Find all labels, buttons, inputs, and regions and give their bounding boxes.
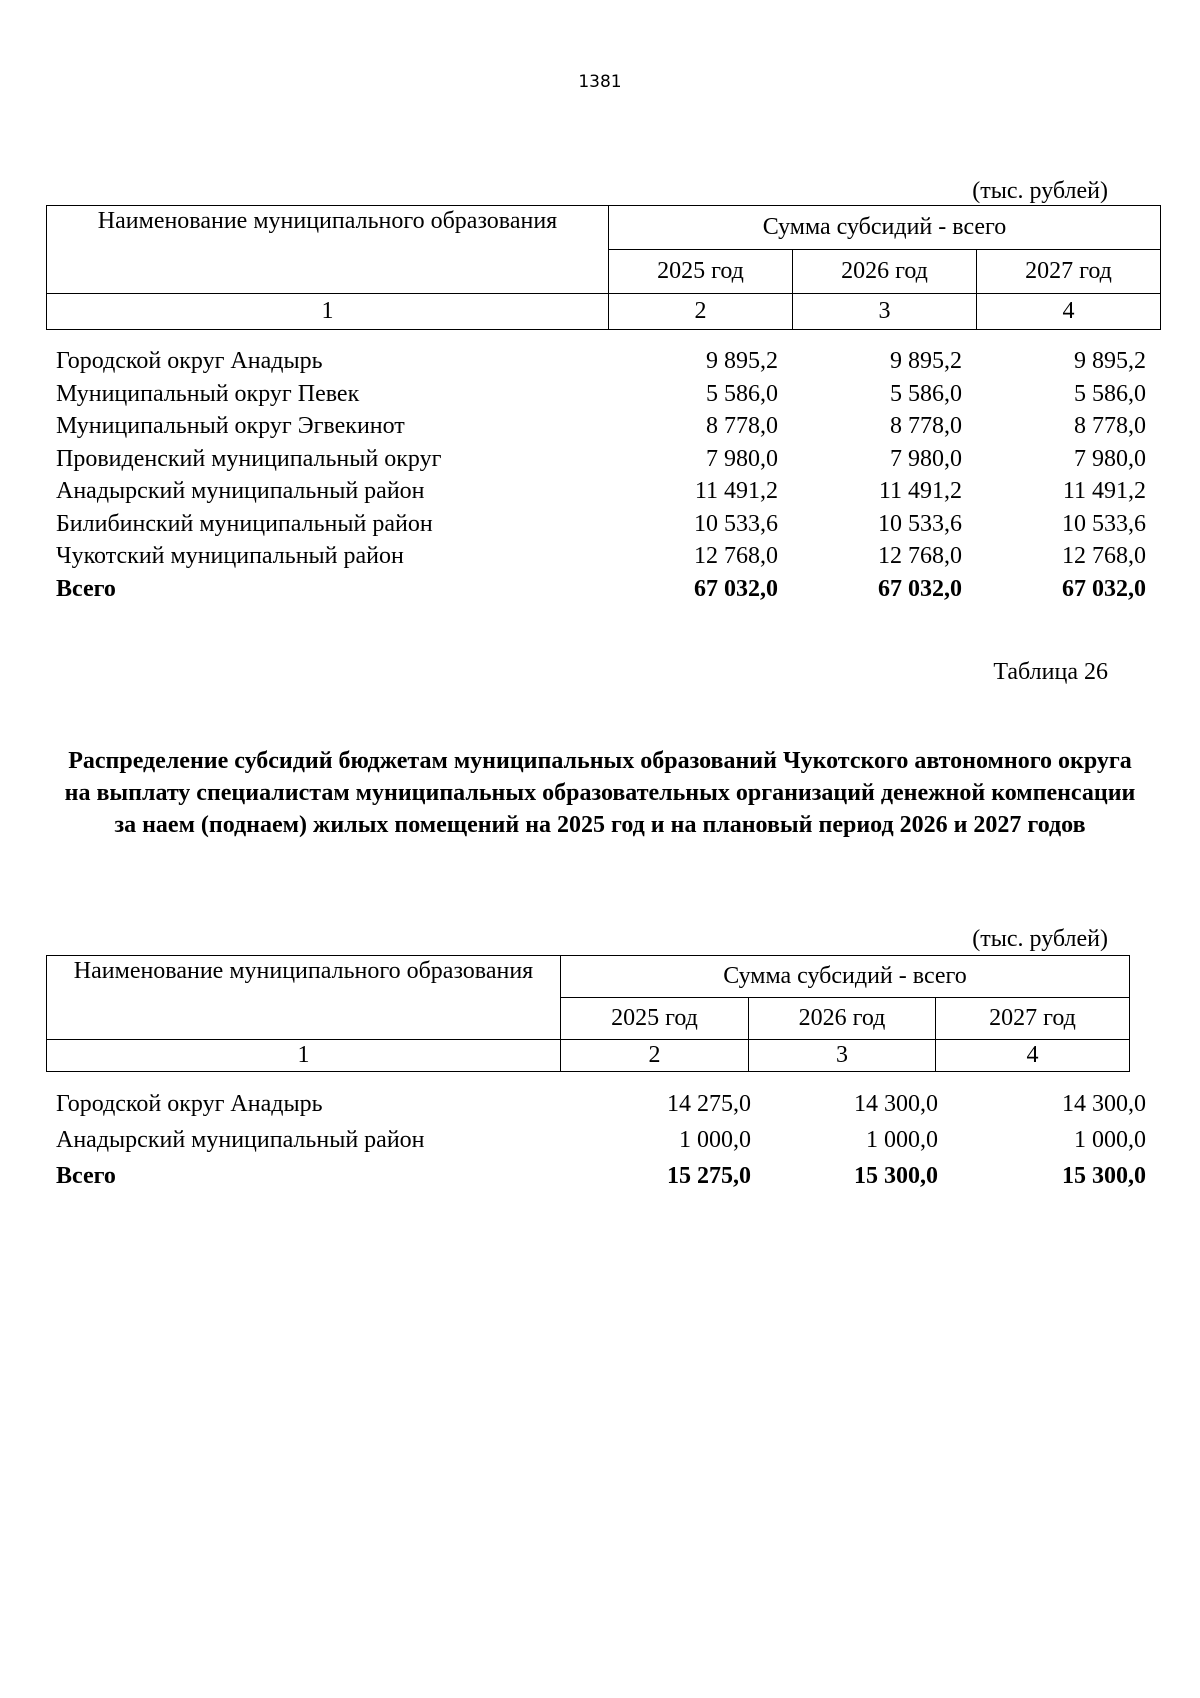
table1-column-number: 1 [47,294,609,330]
row-name: Анадырский муниципальный район [56,1127,425,1153]
table2-sum-column-header: Сумма субсидий - всего [561,956,1130,998]
value-2027: 10 533,6 [1062,510,1146,537]
row-name: Городской округ Анадырь [56,348,323,374]
table-row [56,508,1146,541]
table-label: Таблица 26 [993,659,1108,685]
value-2026: 8 778,0 [890,413,962,439]
total-row [56,573,1146,606]
row-name: Анадырский муниципальный район [56,478,425,504]
row-name: Муниципальный округ Певек [56,380,360,407]
table1-column-number: 4 [977,294,1161,330]
total-2026: 15 300,0 [854,1163,938,1189]
row-name: Городской округ Анадырь [56,1091,323,1117]
table2-year-header: 2026 год [749,998,936,1040]
row-name: Провиденский муниципальный округ [56,445,442,472]
value-2025: 11 491,2 [694,478,778,504]
table1-body [56,345,1146,605]
table1-units: (тыс. рублей) [972,178,1108,204]
table2-header [46,955,1130,1072]
value-2027: 5 586,0 [1074,380,1146,407]
value-2025: 14 275,0 [667,1091,751,1117]
table1-column-number: 3 [793,294,977,330]
value-2025: 1 000,0 [679,1127,751,1153]
table-row [56,1122,1146,1158]
value-2026: 10 533,6 [878,510,962,537]
table2-column-number: 4 [936,1040,1130,1072]
row-name: Муниципальный округ Эгвекинот [56,413,405,439]
value-2026: 12 768,0 [878,543,962,569]
table-row [56,1086,1146,1122]
table2-body [56,1086,1146,1194]
value-2027: 7 980,0 [1074,445,1146,472]
value-2025: 8 778,0 [706,413,778,439]
total-label: Всего [56,1163,116,1189]
value-2026: 14 300,0 [854,1091,938,1117]
total-2027: 15 300,0 [1062,1163,1146,1189]
table1-year-header: 2026 год [793,250,977,294]
table2-column-number: 1 [47,1040,561,1072]
table2-column-number: 3 [749,1040,936,1072]
table1-column-number: 2 [609,294,793,330]
table2-year-header: 2025 год [561,998,749,1040]
value-2025: 12 768,0 [694,543,778,569]
table1-header [46,205,1161,330]
value-2025: 9 895,2 [706,348,778,374]
page-number: 1381 [578,72,622,92]
value-2027: 9 895,2 [1074,348,1146,374]
value-2026: 5 586,0 [890,380,962,407]
table1-year-header: 2025 год [609,250,793,294]
value-2026: 1 000,0 [866,1127,938,1153]
table2-name-column-header: Наименование муниципального образования [47,956,561,1040]
value-2025: 7 980,0 [706,445,778,472]
table-row [56,378,1146,411]
total-2027: 67 032,0 [1062,575,1146,602]
value-2027: 11 491,2 [1062,478,1146,504]
table-row [56,345,1146,378]
value-2025: 5 586,0 [706,380,778,407]
total-label: Всего [56,575,116,602]
value-2027: 12 768,0 [1062,543,1146,569]
table-row [56,443,1146,476]
value-2027: 8 778,0 [1074,413,1146,439]
value-2026: 7 980,0 [890,445,962,472]
table1-name-column-header: Наименование муниципального образования [47,206,609,294]
table-row [56,410,1146,443]
value-2026: 9 895,2 [890,348,962,374]
table-row [56,475,1146,508]
row-name: Билибинский муниципальный район [56,510,433,537]
value-2027: 14 300,0 [1062,1091,1146,1117]
value-2027: 1 000,0 [1074,1127,1146,1153]
table2-column-number: 2 [561,1040,749,1072]
value-2026: 11 491,2 [878,478,962,504]
row-name: Чукотский муниципальный район [56,543,404,569]
table2-year-header: 2027 год [936,998,1130,1040]
table2-title: Распределение субсидий бюджетам муниципальных образований Чукотского автономного округа на выплату специалистам муниципальных образовательных организаций денежной компенсации за наем (поднаем) жилых помещений на 2025 год и на плановый период 2026 и 2027 годов [64,748,1136,838]
table-row [56,540,1146,573]
total-2025: 15 275,0 [667,1163,751,1189]
table1-year-header: 2027 год [977,250,1161,294]
value-2025: 10 533,6 [694,510,778,537]
total-2026: 67 032,0 [878,575,962,602]
total-row [56,1158,1146,1194]
total-2025: 67 032,0 [694,575,778,602]
table2-units: (тыс. рублей) [972,926,1108,952]
table1-sum-column-header: Сумма субсидий - всего [609,206,1161,250]
